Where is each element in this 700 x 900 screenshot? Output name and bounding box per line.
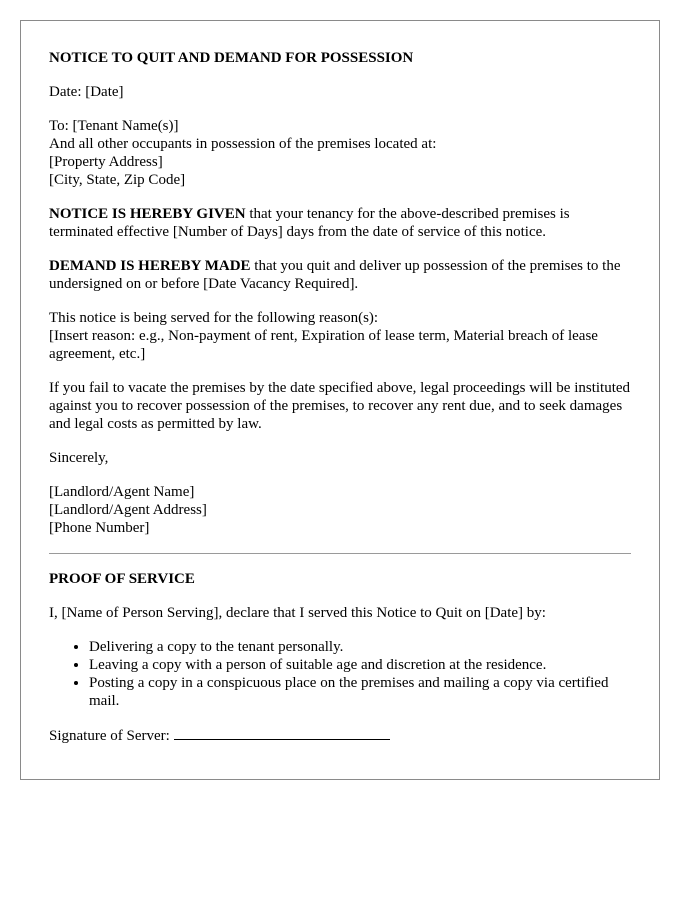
- demand-made-lead: DEMAND IS HEREBY MADE: [49, 258, 251, 274]
- landlord-name-line: [Landlord/Agent Name]: [49, 484, 195, 500]
- document-title: NOTICE TO QUIT AND DEMAND FOR POSSESSION: [49, 50, 414, 66]
- reasons-intro: This notice is being served for the following reason(s):: [49, 310, 379, 326]
- notice-given-lead: NOTICE IS HEREBY GIVEN: [49, 206, 246, 222]
- proof-of-service-heading: PROOF OF SERVICE: [49, 571, 195, 587]
- service-method-item: • Leaving a copy with a person of suitable age and discretion at the residence.: [89, 656, 631, 674]
- notice-given-paragraph: [49, 205, 631, 241]
- reasons-paragraph: [49, 309, 631, 363]
- property-address-line: [Property Address]: [49, 154, 163, 170]
- occupants-line: And all other occupants in possession of the premises located at:: [49, 136, 437, 152]
- section-divider: [49, 553, 631, 554]
- city-state-zip-line: [City, State, Zip Code]: [49, 172, 186, 188]
- server-signature-line[interactable]: [174, 726, 390, 740]
- demand-made-paragraph: [49, 257, 631, 293]
- server-signature-label: Signature of Server:: [49, 728, 170, 744]
- phone-number-line: [Phone Number]: [49, 520, 150, 536]
- notice-given-text: that your tenancy for the above-described premises is terminated effective [Number of Days] days from the date of service of this notice.: [49, 206, 570, 240]
- service-declaration: I, [Name of Person Serving], declare that I served this Notice to Quit on [Date] by:: [49, 605, 546, 621]
- landlord-address-line: [Landlord/Agent Address]: [49, 502, 207, 518]
- closing-line: Sincerely,: [49, 450, 109, 466]
- notice-document: [20, 20, 660, 780]
- service-methods-list: [49, 638, 631, 710]
- demand-made-text: that you quit and deliver up possession of the premises to the undersigned on or before [Date Vacancy Required].: [49, 258, 621, 292]
- date-line: Date: [Date]: [49, 84, 124, 100]
- landlord-signature-block: [49, 483, 631, 537]
- recipient-block: [49, 117, 631, 189]
- tenant-name-line: To: [Tenant Name(s)]: [49, 118, 179, 134]
- service-method-item: • Posting a copy in a conspicuous place on the premises and mailing a copy via certified mail.: [89, 674, 631, 710]
- consequence-paragraph: If you fail to vacate the premises by the date specified above, legal proceedings will be instituted against you to recover possession of the premises, to recover any rent due, and to seek damages and legal costs as permitted by law.: [49, 380, 631, 432]
- service-method-item: • Delivering a copy to the tenant personally.: [89, 638, 631, 656]
- reasons-placeholder: [Insert reason: e.g., Non-payment of rent, Expiration of lease term, Material breach of lease agreement, etc.]: [49, 328, 598, 362]
- server-signature-row: [49, 726, 631, 745]
